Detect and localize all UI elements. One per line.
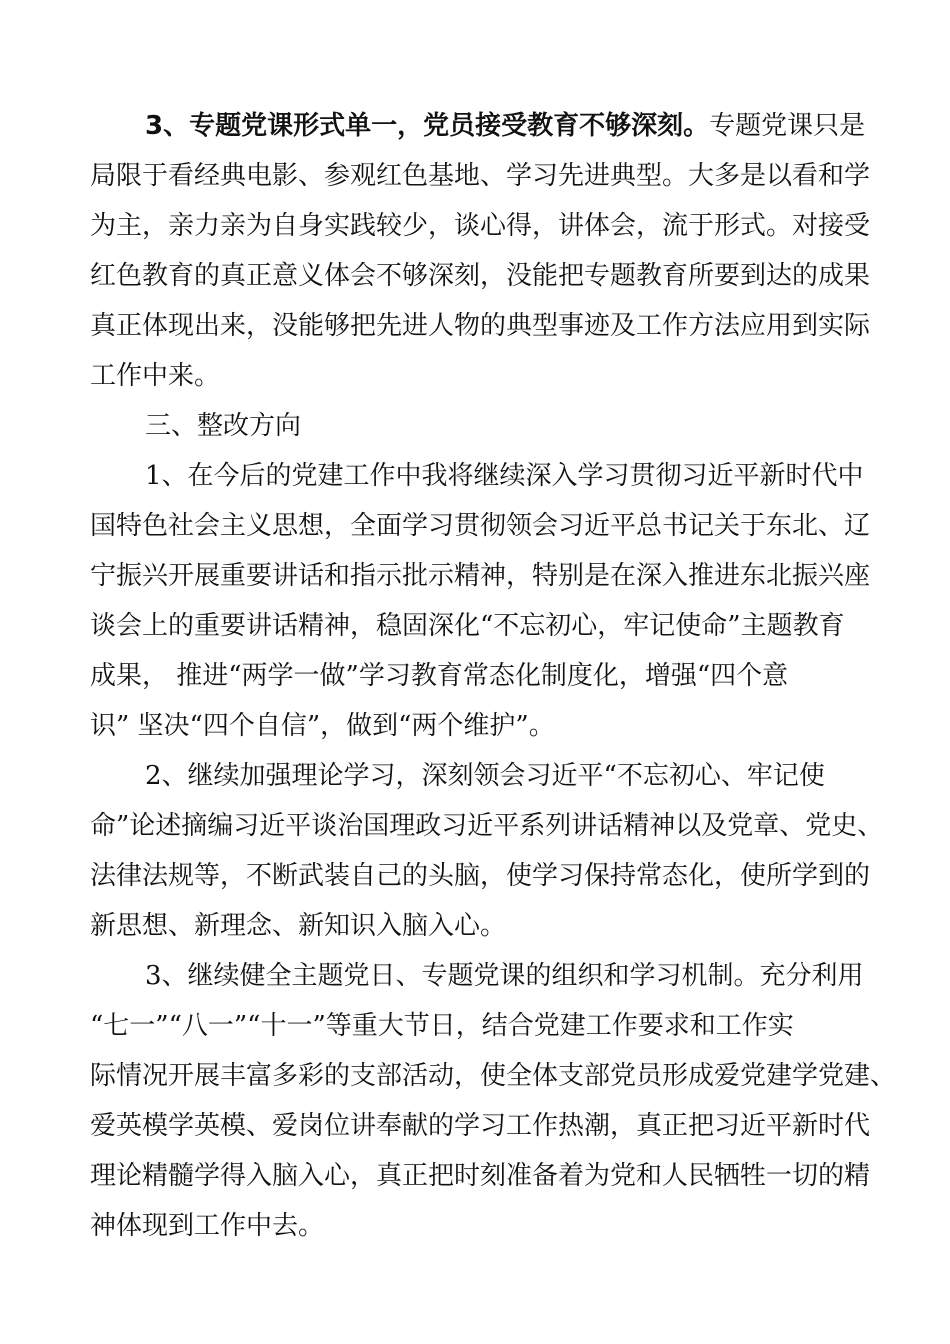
paragraph-line <box>145 109 865 143</box>
section-title: 三、整改方向 <box>145 411 302 441</box>
problem-3-line-text: 专题党课只是 <box>709 111 866 141</box>
paragraph-line: 3、继续健全主题党日、专题党课的组织和学习机制。充分利用 <box>145 961 864 991</box>
paragraph-line: 真正体现出来，没能够把先进人物的典型事迹及工作方法应用到实际 <box>90 311 871 341</box>
paragraph-line: 爱英模学英模、爱岗位讲奉献的学习工作热潮，真正把习近平新时代 <box>90 1111 871 1141</box>
paragraph-line: “七一”“八一”“十一”等重大节日，结合党建工作要求和工作实 <box>90 1011 794 1041</box>
paragraph-line: 命”论述摘编习近平谈治国理政习近平系列讲话精神以及党章、党史、 <box>90 811 884 841</box>
paragraph-line: 红色教育的真正意义体会不够深刻，没能把专题教育所要到达的成果 <box>90 261 871 291</box>
problem-3-heading: 3、专题党课形式单一，党员接受教育不够深刻。 <box>145 111 710 141</box>
paragraph-line: 局限于看经典电影、参观红色基地、学习先进典型。大多是以看和学 <box>90 161 871 191</box>
paragraph-line: 识” 坚决“四个自信”，做到“两个维护”。 <box>90 711 555 741</box>
paragraph-line: 为主，亲力亲为自身实践较少，谈心得，讲体会，流于形式。对接受 <box>90 211 871 241</box>
paragraph-line: 宁振兴开展重要讲话和指示批示精神，特别是在深入推进东北振兴座 <box>90 561 871 591</box>
paragraph-line: 国特色社会主义思想，全面学习贯彻领会习近平总书记关于东北、辽 <box>90 511 871 541</box>
paragraph-line: 理论精髓学得入脑入心，真正把时刻准备着为党和人民牺牲一切的精 <box>90 1161 871 1191</box>
paragraph-line: 2、继续加强理论学习，深刻领会习近平“不忘初心、牢记使 <box>145 761 825 791</box>
paragraph-line: 际情况开展丰富多彩的支部活动，使全体支部党员形成爱党建学党建、 <box>90 1061 897 1091</box>
paragraph-line: 神体现到工作中去。 <box>90 1211 325 1241</box>
paragraph-line: 新思想、新理念、新知识入脑入心。 <box>90 911 507 941</box>
paragraph-line: 法律法规等，不断武装自己的头脑，使学习保持常态化，使所学到的 <box>90 861 871 891</box>
paragraph-line: 1、在今后的党建工作中我将继续深入学习贯彻习近平新时代中 <box>145 461 864 491</box>
paragraph-line: 谈会上的重要讲话精神，稳固深化“不忘初心，牢记使命”主题教育 <box>90 611 845 641</box>
paragraph-line: 成果， 推进“两学一做”学习教育常态化制度化，增强“四个意 <box>90 661 789 691</box>
paragraph-line: 工作中来。 <box>90 361 221 391</box>
